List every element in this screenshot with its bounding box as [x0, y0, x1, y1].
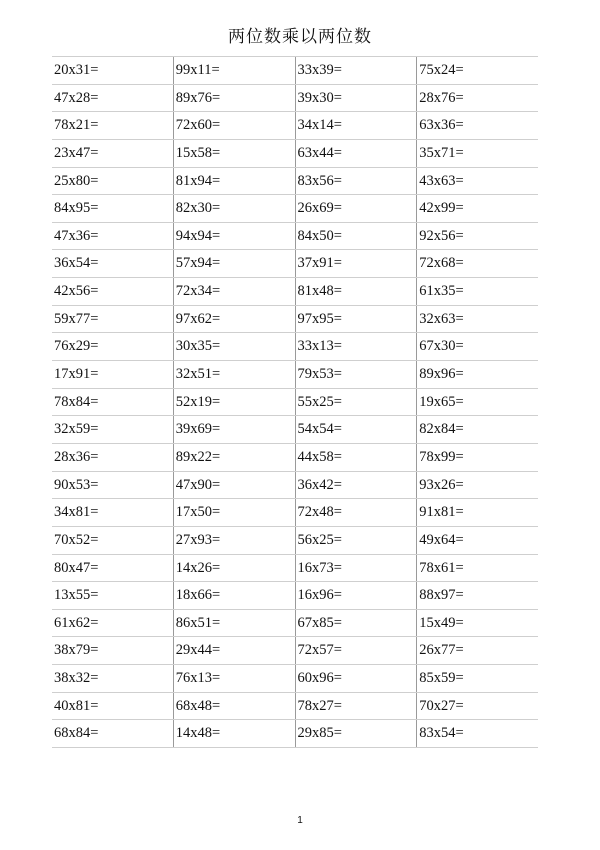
problem-cell: 89x96= — [416, 361, 538, 388]
problem-cell: 67x85= — [295, 610, 417, 637]
problem-cell: 85x59= — [416, 665, 538, 692]
problem-row — [52, 140, 538, 168]
problem-cell: 93x26= — [416, 472, 538, 499]
page-number: 1 — [297, 815, 303, 826]
problem-cell: 80x47= — [54, 559, 99, 576]
problem-cell: 72x68= — [416, 250, 538, 277]
problem-cell: 89x22= — [173, 444, 295, 471]
problem-cell: 43x63= — [416, 168, 538, 195]
problem-row — [52, 416, 538, 444]
problem-cell: 16x73= — [295, 555, 417, 582]
problem-grid — [52, 56, 538, 748]
problem-cell: 72x60= — [173, 112, 295, 139]
problem-cell: 78x21= — [54, 117, 99, 134]
problem-cell: 61x62= — [54, 614, 99, 631]
problem-cell: 88x97= — [416, 582, 538, 609]
problem-row — [52, 333, 538, 361]
problem-row — [52, 250, 538, 278]
problem-cell: 26x77= — [416, 637, 538, 664]
problem-cell: 83x54= — [416, 720, 538, 747]
problem-cell: 19x65= — [416, 389, 538, 416]
problem-cell: 72x48= — [295, 499, 417, 526]
problem-cell: 44x58= — [295, 444, 417, 471]
problem-cell: 82x84= — [416, 416, 538, 443]
problem-cell: 40x81= — [54, 697, 99, 714]
problem-cell: 14x48= — [173, 720, 295, 747]
problem-cell: 84x95= — [54, 200, 99, 217]
problem-cell: 79x53= — [295, 361, 417, 388]
problem-cell: 92x56= — [416, 223, 538, 250]
problem-cell: 47x36= — [54, 227, 99, 244]
problem-cell: 42x56= — [54, 283, 99, 300]
problem-cell: 18x66= — [173, 582, 295, 609]
problem-cell: 28x36= — [54, 448, 99, 465]
problem-cell: 81x48= — [295, 278, 417, 305]
problem-row — [52, 527, 538, 555]
problem-cell: 68x84= — [54, 725, 99, 742]
problem-cell: 59x77= — [54, 310, 99, 327]
problem-cell: 63x36= — [416, 112, 538, 139]
problem-cell: 17x91= — [54, 366, 99, 383]
problem-row — [52, 582, 538, 610]
problem-cell: 61x35= — [416, 278, 538, 305]
problem-row — [52, 223, 538, 251]
problem-cell: 13x55= — [54, 587, 99, 604]
problem-cell: 97x62= — [173, 306, 295, 333]
problem-row — [52, 472, 538, 500]
problem-cell: 47x28= — [54, 89, 99, 106]
problem-cell: 89x76= — [173, 85, 295, 112]
problem-cell: 34x81= — [54, 504, 99, 521]
problem-row — [52, 444, 538, 472]
problem-row — [52, 306, 538, 334]
problem-cell: 68x48= — [173, 693, 295, 720]
problem-cell: 84x50= — [295, 223, 417, 250]
problem-cell: 25x80= — [54, 172, 99, 189]
problem-cell: 91x81= — [416, 499, 538, 526]
problem-cell: 70x52= — [54, 531, 99, 548]
problem-cell: 23x47= — [54, 144, 99, 161]
problem-cell: 39x30= — [295, 85, 417, 112]
problem-cell: 29x44= — [173, 637, 295, 664]
problem-cell: 81x94= — [173, 168, 295, 195]
problem-row — [52, 57, 538, 85]
problem-cell: 60x96= — [295, 665, 417, 692]
problem-cell: 47x90= — [173, 472, 295, 499]
problem-cell: 39x69= — [173, 416, 295, 443]
problem-cell: 72x34= — [173, 278, 295, 305]
problem-cell: 57x94= — [173, 250, 295, 277]
problem-cell: 78x27= — [295, 693, 417, 720]
problem-cell: 78x99= — [416, 444, 538, 471]
problem-row — [52, 278, 538, 306]
problem-row — [52, 555, 538, 583]
problem-row — [52, 499, 538, 527]
problem-cell: 32x63= — [416, 306, 538, 333]
problem-cell: 36x42= — [295, 472, 417, 499]
problem-cell: 35x71= — [416, 140, 538, 167]
problem-cell: 33x13= — [295, 333, 417, 360]
problem-cell: 38x32= — [54, 670, 99, 687]
problem-cell: 86x51= — [173, 610, 295, 637]
problem-row — [52, 665, 538, 693]
problem-cell: 15x58= — [173, 140, 295, 167]
page-title: 两位数乘以两位数 — [228, 27, 372, 47]
problem-row — [52, 389, 538, 417]
problem-cell: 55x25= — [295, 389, 417, 416]
problem-row — [52, 637, 538, 665]
problem-cell: 29x85= — [295, 720, 417, 747]
problem-cell: 28x76= — [416, 85, 538, 112]
problem-cell: 70x27= — [416, 693, 538, 720]
problem-cell: 20x31= — [54, 62, 99, 78]
problem-cell: 76x29= — [54, 338, 99, 355]
problem-cell: 14x26= — [173, 555, 295, 582]
problem-cell: 90x53= — [54, 476, 99, 493]
problem-cell: 99x11= — [173, 57, 295, 84]
problem-cell: 78x84= — [54, 393, 99, 410]
problem-row — [52, 85, 538, 113]
problem-cell: 42x99= — [416, 195, 538, 222]
problem-cell: 17x50= — [173, 499, 295, 526]
problem-cell: 78x61= — [416, 555, 538, 582]
problem-cell: 67x30= — [416, 333, 538, 360]
problem-cell: 75x24= — [416, 57, 538, 84]
problem-cell: 33x39= — [295, 57, 417, 84]
problem-cell: 52x19= — [173, 389, 295, 416]
problem-cell: 15x49= — [416, 610, 538, 637]
problem-row — [52, 610, 538, 638]
problem-cell: 72x57= — [295, 637, 417, 664]
problem-cell: 94x94= — [173, 223, 295, 250]
problem-cell: 54x54= — [295, 416, 417, 443]
problem-cell: 38x79= — [54, 642, 99, 659]
problem-row — [52, 168, 538, 196]
problem-cell: 30x35= — [173, 333, 295, 360]
problem-cell: 97x95= — [295, 306, 417, 333]
problem-row — [52, 195, 538, 223]
problem-row — [52, 361, 538, 389]
problem-row — [52, 720, 538, 748]
problem-cell: 32x51= — [173, 361, 295, 388]
problem-cell: 34x14= — [295, 112, 417, 139]
problem-cell: 32x59= — [54, 421, 99, 438]
problem-cell: 27x93= — [173, 527, 295, 554]
problem-row — [52, 693, 538, 721]
problem-cell: 36x54= — [54, 255, 99, 272]
problem-cell: 37x91= — [295, 250, 417, 277]
problem-cell: 56x25= — [295, 527, 417, 554]
problem-cell: 83x56= — [295, 168, 417, 195]
problem-cell: 26x69= — [295, 195, 417, 222]
problem-row — [52, 112, 538, 140]
problem-cell: 82x30= — [173, 195, 295, 222]
problem-cell: 63x44= — [295, 140, 417, 167]
problem-cell: 76x13= — [173, 665, 295, 692]
problem-cell: 16x96= — [295, 582, 417, 609]
problem-cell: 49x64= — [416, 527, 538, 554]
